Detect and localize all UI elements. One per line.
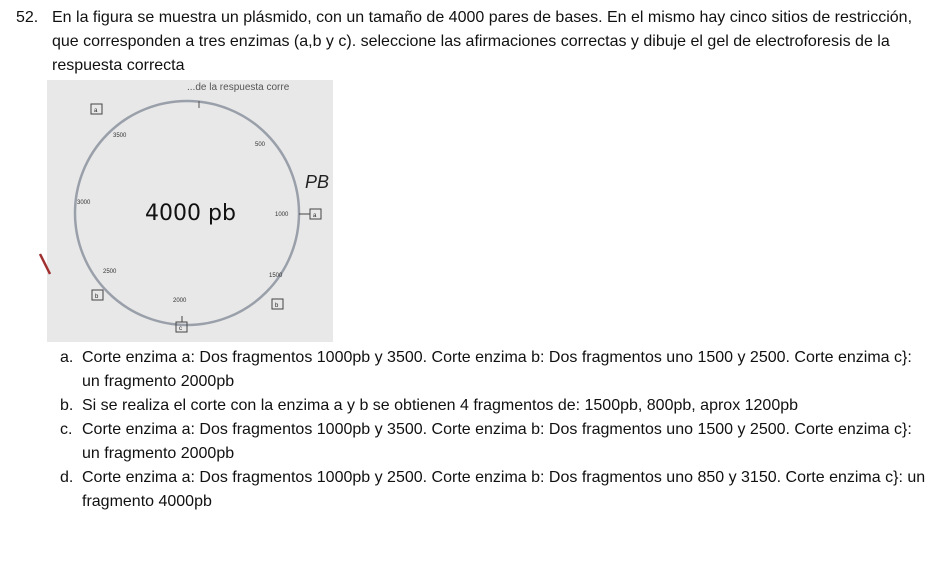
option-text: Si se realiza el corte con la enzima a y b se obtienen 4 fragmentos de: 1500pb, 800pb, aprox 1200pb [82,397,799,414]
position-label: 2000 [173,298,187,304]
option-a[interactable] [60,346,930,394]
stray-mark [34,250,64,280]
position-label: 1000 [275,212,289,218]
position-label: 1500 [269,273,283,279]
position-label: 500 [255,142,266,148]
option-b[interactable] [60,394,930,418]
enzyme-label: b [95,294,99,300]
position-label: 3000 [77,200,91,206]
question-number: 52. [16,9,39,26]
question-block [16,6,936,78]
option-letter: c. [60,421,73,438]
option-text: Corte enzima a: Dos fragmentos 1000pb y 3500. Corte enzima b: Dos fragmentos uno 1500 y 2500. Corte enzima c}: un fragmento 2000pb [82,349,912,390]
answer-options [60,346,930,514]
position-label: 3500 [113,133,127,139]
enzyme-label: a [313,213,317,219]
option-d[interactable] [60,466,930,514]
plasmid-size-label: 4000 pb [145,201,236,226]
handwritten-note: PB [305,172,330,192]
enzyme-label: a [94,108,98,114]
option-letter: b. [60,397,74,414]
figure-top-text: ...de la respuesta corre [187,82,290,93]
position-label: 2500 [103,269,117,275]
option-text: Corte enzima a: Dos fragmentos 1000pb y 3500. Corte enzima b: Dos fragmentos uno 1500 y 2500. Corte enzima c}: un fragmento 2000pb [82,421,912,462]
enzyme-label: b [275,303,279,309]
question-text: En la figura se muestra un plásmido, con un tamaño de 4000 pares de bases. En el mismo hay cinco sitios de restricción, que corresponden a tres enzimas (a,b y c). seleccione las afirmaciones correctas y dibuje el gel de electroforesis de la respuesta correcta [52,9,913,74]
option-letter: d. [60,469,74,486]
option-letter: a. [60,349,74,366]
enzyme-label: c [179,326,182,332]
option-c[interactable] [60,418,930,466]
option-text: Corte enzima a: Dos fragmentos 1000pb y 2500. Corte enzima b: Dos fragmentos uno 850 y 3150. Corte enzima c}: un fragmento 4000pb [82,469,926,510]
plasmid-diagram [47,80,333,342]
plasmid-figure [47,80,333,342]
